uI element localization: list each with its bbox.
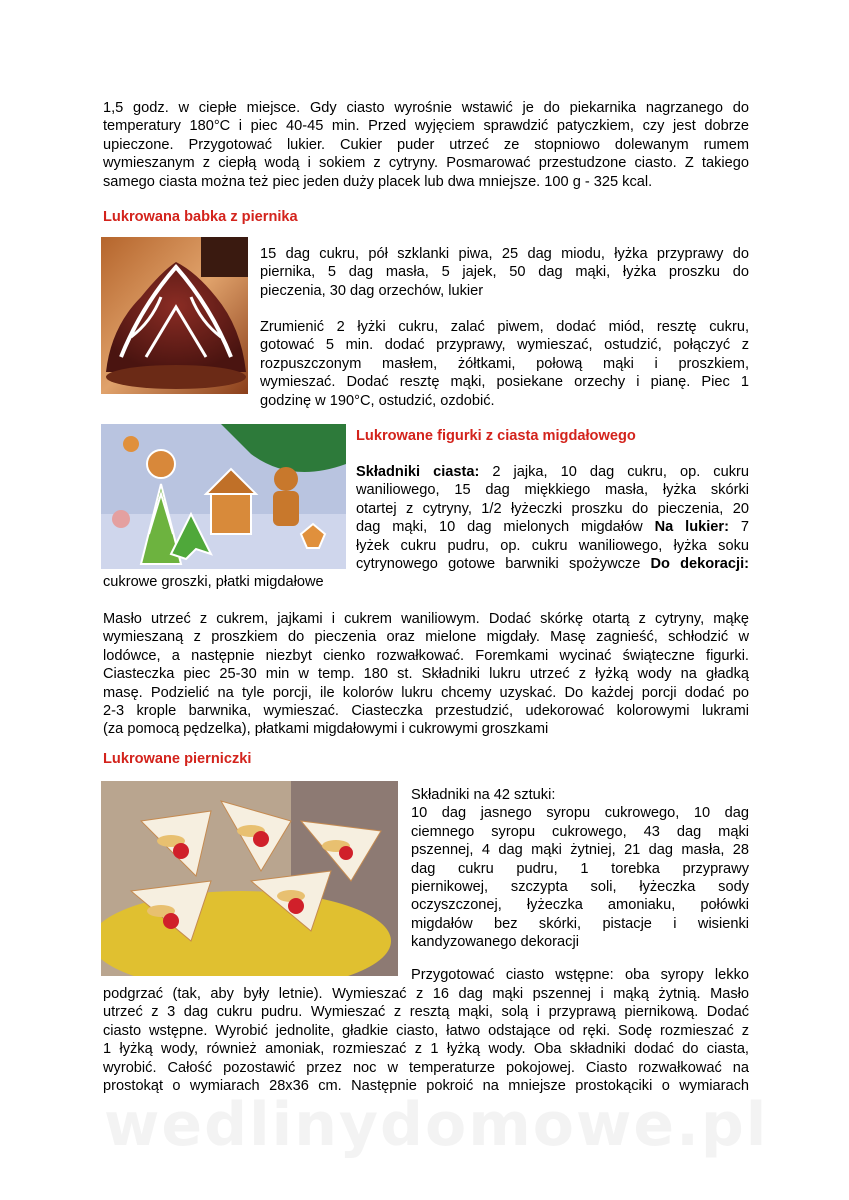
text-line (356, 518, 749, 536)
text-line: migdałów bez skórki, pistacje i wisienki (411, 915, 749, 932)
label-dough: Składniki ciasta: (356, 464, 480, 480)
babka-ingredients (260, 245, 749, 300)
text-line: rozpuszczonym masłem, żółtkami, połową mąki i proszkiem, (260, 355, 749, 372)
pierniczki-method (103, 985, 749, 1095)
text-line: godzinę w 190°C, ostudzić, ozdobić. (260, 392, 495, 409)
text-line: masę. Podzielić na tyle porcji, ile kolorów lukru chcemy uzyskać. Do każdej porcji dodać po (103, 684, 749, 701)
label-icing: Na lukier: (654, 519, 729, 536)
text-line: wyrobić. Całość pozostawić przez noc w temperaturze pokojowej. Ciasto rozwałkować na (103, 1059, 749, 1076)
text-line: lodówce, a następnie niezbyt cienko rozwałkować. Foremkami wycinać świąteczne figurki. (103, 647, 749, 664)
text-fragment: dag mąki, 10 dag mielonych migdałów (356, 519, 655, 536)
text-fragment: 7 (728, 519, 749, 536)
babka-photo (101, 237, 248, 394)
text-line: wymieszaną z proszkiem do pieczenia oraz mielone migdały. Masę zagnieść, schłodzić w (103, 629, 749, 646)
text-line: piernika, 5 dag masła, 5 jajek, 50 dag mąki, łyżka proszku do (260, 264, 749, 281)
recipe-title-babka: Lukrowana babka z piernika (103, 209, 298, 225)
figurki-ingredients (356, 463, 749, 573)
pierniczki-method-first (411, 966, 749, 984)
text-line: Ciasteczka piec 25-30 min w temp. 180 st. Składniki lukru utrzeć z łyżką wody na gładką (103, 666, 749, 683)
text-line: kandyzowanego dekoracji (411, 934, 579, 951)
text-line: wymieszanym z ciepłą wodą i sokiem z cytryny. Posmarować przestudzone ciasto. Z takiego (103, 155, 749, 172)
text-line: łyżek cukru pudru, op. cukru waniliowego, łyżka soku (356, 537, 749, 554)
label-decor: Do dekoracji: (650, 556, 750, 573)
text-line: prostokąt o wymiarach 28x36 cm. Następnie pokroić na mniejsze prostokąciki o wymiarach (103, 1078, 749, 1095)
text-line: (za pomocą pędzelka), płatkami migdałowymi i cukrowymi groszkami (103, 721, 549, 738)
text-line (356, 555, 749, 573)
text-line: Składniki na 42 sztuki: (411, 787, 556, 803)
text-line: 1 łyżką wody, również amoniak, rozmieszać z 1 łyżką wody. Oba składniki dodać do ciasta, (103, 1041, 749, 1058)
figurki-decor-line (103, 573, 403, 591)
text-line: upieczone. Przygotować lukier. Cukier puder utrzeć ze stopniowo dolewanym rumem (103, 136, 749, 153)
text-line: cukrowe groszki, płatki migdałowe (103, 574, 324, 590)
text-line: Przygotować ciasto wstępne: oba syropy lekko (411, 967, 749, 983)
text-line: samego ciasta można też piec jeden duży placek lub dwa mniejsze. 100 g - 325 kcal. (103, 173, 653, 190)
intro-paragraph (103, 99, 749, 191)
text-line: wymieszać. Dodać resztę mąki, posiekane orzechy i pianę. Piec 1 (260, 374, 749, 391)
text-line: utrzeć z 3 dag cukru pudru. Wymieszać z resztą mąki, solą i przyprawą piernikową. Dodać (103, 1004, 749, 1021)
watermark: wedlinydomowe.pl (104, 1090, 769, 1160)
text-line: 1,5 godz. w ciepłe miejsce. Gdy ciasto wyrośnie wstawić je do piekarnika nagrzanego do (103, 100, 749, 116)
recipe-title-figurki: Lukrowane figurki z ciasta migdałowego (356, 428, 636, 444)
text-line: Masło utrzeć z cukrem, jajkami i cukrem waniliowym. Dodać skórkę otartą z cytryny, mąkę (103, 611, 749, 627)
text-line: otartej z cytryny, 1/2 łyżeczki proszku do pieczenia, 20 (356, 500, 749, 517)
babka-method (260, 318, 749, 410)
figurki-method (103, 610, 749, 739)
text-line: pieczenia, 30 dag orzechów, lukier (260, 282, 484, 299)
text-fragment: 2 jajka, 10 dag cukru, op. cukru (479, 464, 749, 480)
text-line: Zrumienić 2 łyżki cukru, zalać piwem, dodać miód, resztę cukru, (260, 319, 749, 335)
text-line: piernikowej, szczypta soli, łyżeczka sody (411, 879, 749, 896)
text-line: 15 dag cukru, pół szklanki piwa, 25 dag miodu, łyżka przyprawy do (260, 246, 749, 262)
text-line: waniliowego, 15 dag miękkiego masła, łyżka skórki (356, 482, 749, 499)
text-fragment: cytrynowego gotowe barwniki spożywcze (356, 556, 651, 573)
text-line: temperatury 180°C i piec 40-45 min. Przed wyjęciem sprawdzić patyczkiem, czy jest dobrze (103, 118, 749, 135)
text-line: ciasto wstępne. Wyrobić jednolite, gładkie ciasto, łatwo odstające od ręki. Sodę rozmieszać z (103, 1022, 749, 1039)
recipe-title-pierniczki: Lukrowane pierniczki (103, 751, 252, 767)
pierniczki-ingredients (411, 786, 749, 952)
text-line: 10 dag jasnego syropu cukrowego, 10 dag (411, 805, 749, 822)
text-line: oczyszczonej, łyżeczka amoniaku, połówki (411, 897, 749, 914)
pierniczki-photo (101, 781, 398, 976)
text-line: ciemnego syropu cukrowego, 43 dag mąki (411, 823, 749, 840)
figurki-photo (101, 424, 346, 569)
text-line: pszennej, 4 dag mąki żytniej, 21 dag masła, 28 (411, 842, 749, 859)
text-line (356, 463, 749, 481)
text-line: podgrzać (tak, aby były letnie). Wymieszać z 16 dag mąki pszennej i mąką żytnią. Masło (103, 986, 749, 1002)
text-line: 2-3 krople barwnika, wymieszać. Ciasteczka przestudzić, udekorować kolorowymi lukrami (103, 703, 749, 720)
text-line: dag cukru pudru, 1 torebka przyprawy (411, 860, 749, 877)
text-line: gotować 5 min. dodać przyprawy, wymieszać, ostudzić, połączyć z (260, 337, 749, 354)
